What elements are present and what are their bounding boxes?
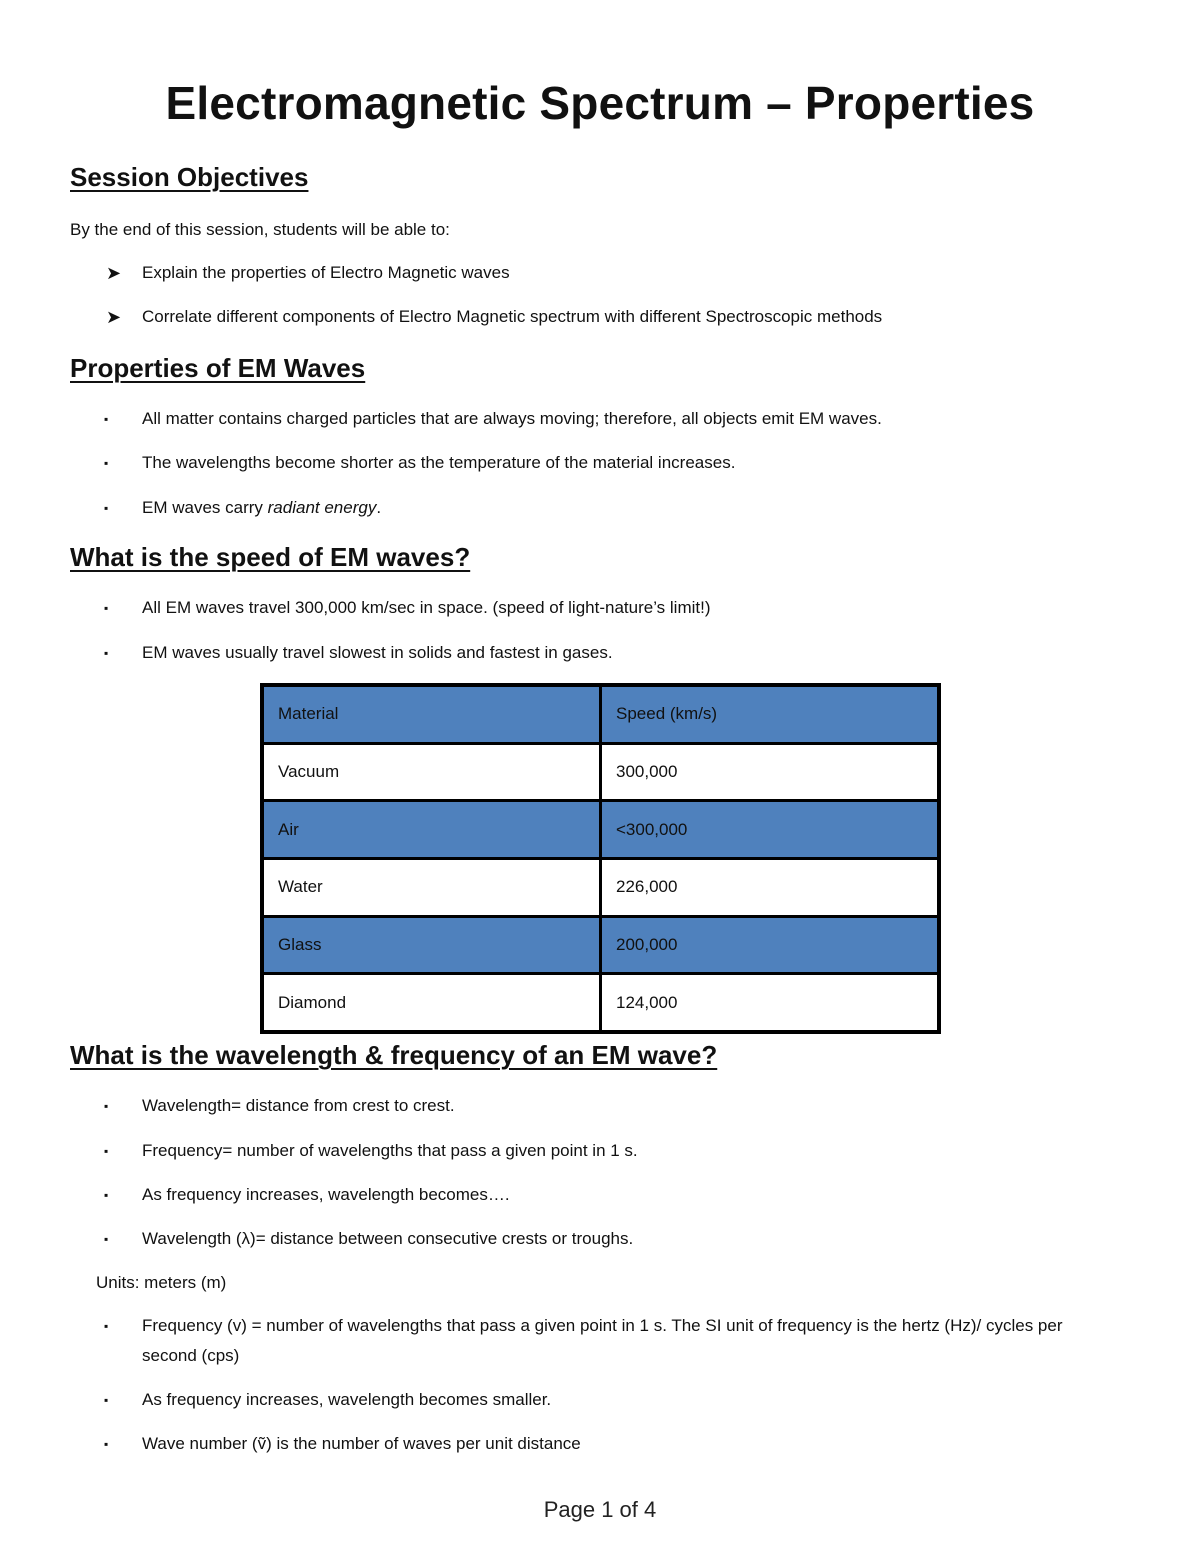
square-bullet-icon: ▪ — [104, 501, 109, 515]
square-bullet-icon: ▪ — [104, 1232, 109, 1246]
square-bullet-icon: ▪ — [104, 1437, 109, 1451]
table-cell: Vacuum — [262, 743, 601, 801]
square-bullet-icon: ▪ — [104, 1188, 109, 1202]
wavelength-heading: What is the wavelength & frequency of an EM wave? — [70, 1040, 718, 1070]
square-bullet-icon: ▪ — [104, 1319, 109, 1333]
table-cell: 300,000 — [601, 743, 940, 801]
arrow-bullet-icon: ➤ — [106, 307, 122, 327]
document-page: Electromagnetic Spectrum – Properties Session Objectives By the end of this session, students will be able to: ➤ Explain the properties of Electro Magnetic waves ➤ Correlate different components of Electro Magnetic spectrum with different Spectroscopic methods Properties of EM Waves ▪ All matter contains charged particles that are always moving; therefore, all objects emit EM waves. ▪ The wavelengths become shorter as the temperature of the material increases. ▪ EM waves carry radiant energy. What is the speed of EM waves? ▪ All EM waves travel 300,000 km/sec in space. (speed of light-nature’s limit!) ▪ EM waves usually travel slowest in solids and fastest in gases. Material Speed (km/s) Vacuum 300,000 Air <300,000 Water 226,000 Glass 200,000 Diamond 124,000 What is the wavelength & frequency of an EM wave? ▪ Wavelength= distance from crest to crest. ▪ Frequency= number of wavelengths that pass a given point in 1 s. ▪ As frequency increases, wavelength becomes…. ▪ Wavelength (λ)= distance between consecutive crests or troughs. Units: meters (m) ▪ Frequency (v) = number of wavelengths that pass a given point in 1 s. The SI unit of frequency is the hertz (Hz)/ cycles per second (cps) ▪ As frequency increases, wavelength becomes smaller. ▪ Wave number (ṽ) is the number of waves per unit distance — [70, 0, 1130, 1553]
table-header-cell: Material — [262, 685, 601, 743]
table-cell: 226,000 — [601, 858, 940, 916]
square-bullet-icon: ▪ — [104, 1144, 109, 1158]
units-text: Units: meters (m) — [96, 1273, 227, 1292]
speed-table — [260, 683, 941, 1034]
objectives-heading: Session Objectives — [70, 162, 309, 192]
table-row — [262, 858, 939, 916]
table-cell: Air — [262, 801, 601, 859]
square-bullet-icon: ▪ — [104, 601, 109, 615]
table-header-cell: Speed (km/s) — [601, 685, 940, 743]
square-bullet-icon: ▪ — [104, 1099, 109, 1113]
table-cell: 124,000 — [601, 974, 940, 1032]
speed-heading: What is the speed of EM waves? — [70, 542, 471, 572]
table-cell: Water — [262, 858, 601, 916]
square-bullet-icon: ▪ — [104, 456, 109, 470]
table-row — [262, 916, 939, 974]
table-cell: Glass — [262, 916, 601, 974]
objectives-intro: By the end of this session, students will be able to: — [70, 220, 450, 239]
table-cell: Diamond — [262, 974, 601, 1032]
square-bullet-icon: ▪ — [104, 1393, 109, 1407]
page-footer: Page 1 of 4 — [543, 1497, 657, 1522]
table-cell: <300,000 — [601, 801, 940, 859]
table-header-row — [262, 685, 939, 743]
table-row — [262, 801, 939, 859]
table-row — [262, 974, 939, 1032]
emphasis-text: radiant energy — [267, 498, 377, 517]
table-cell: 200,000 — [601, 916, 940, 974]
square-bullet-icon: ▪ — [104, 646, 109, 660]
properties-heading: Properties of EM Waves — [70, 353, 366, 383]
arrow-bullet-icon: ➤ — [106, 263, 122, 283]
page-title: Electromagnetic Spectrum – Properties — [165, 77, 1035, 129]
table-row — [262, 743, 939, 801]
square-bullet-icon: ▪ — [104, 412, 109, 426]
